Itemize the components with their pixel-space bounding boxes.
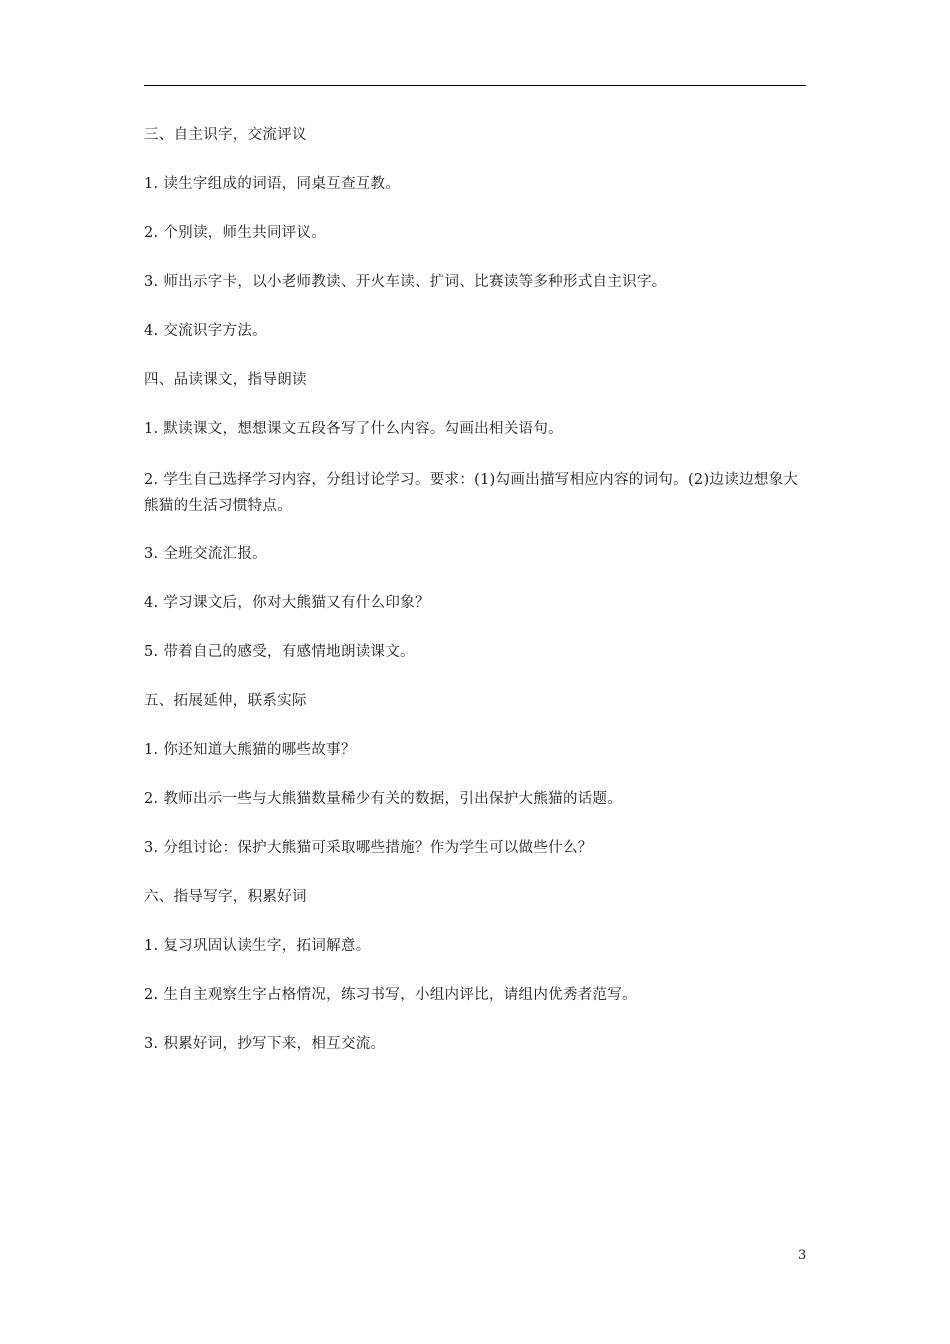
- list-item: 2. 教师出示一些与大熊猫数量稀少有关的数据，引出保护大熊猫的话题。: [144, 791, 623, 807]
- section-heading-5: 五、拓展延伸，联系实际: [144, 693, 307, 709]
- list-item: 1. 复习巩固认读生字，拓词解意。: [144, 938, 371, 954]
- list-item: 4. 学习课文后，你对大熊猫又有什么印象？: [144, 595, 430, 611]
- list-item: 1. 默读课文，想想课文五段各写了什么内容。勾画出相关语句。: [144, 421, 563, 437]
- list-item: 3. 全班交流汇报。: [144, 546, 267, 562]
- section-heading-6: 六、指导写字，积累好词: [144, 889, 307, 905]
- list-item: 3. 师出示字卡，以小老师教读、开火车读、扩词、比赛读等多种形式自主识字。: [144, 274, 667, 290]
- list-item: 3. 积累好词，抄写下来，相互交流。: [144, 1036, 386, 1052]
- list-item: 2. 生自主观察生字占格情况，练习书写，小组内评比，请组内优秀者范写。: [144, 987, 637, 1003]
- list-item: 1. 读生字组成的词语，同桌互查互教。: [144, 176, 401, 192]
- list-item: 2. 个别读，师生共同评议。: [144, 225, 327, 241]
- document-body: [144, 124, 810, 1082]
- list-item: 4. 交流识字方法。: [144, 323, 267, 339]
- section-heading-4: 四、品读课文，指导朗读: [144, 372, 307, 388]
- list-item: 3. 分组讨论：保护大熊猫可采取哪些措施？作为学生可以做些什么？: [144, 840, 593, 856]
- section-heading-3: 三、自主识字，交流评议: [144, 127, 307, 143]
- page-number: 3: [798, 1248, 807, 1263]
- list-item: 1. 你还知道大熊猫的哪些故事？: [144, 742, 356, 758]
- header-rule: [144, 85, 806, 86]
- list-item: 2. 学生自己选择学习内容，分组讨论学习。要求：(1)勾画出描写相应内容的词句。(2)边读边想象大熊猫的生活习惯特点。: [144, 472, 799, 514]
- list-item: 5. 带着自己的感受，有感情地朗读课文。: [144, 644, 415, 660]
